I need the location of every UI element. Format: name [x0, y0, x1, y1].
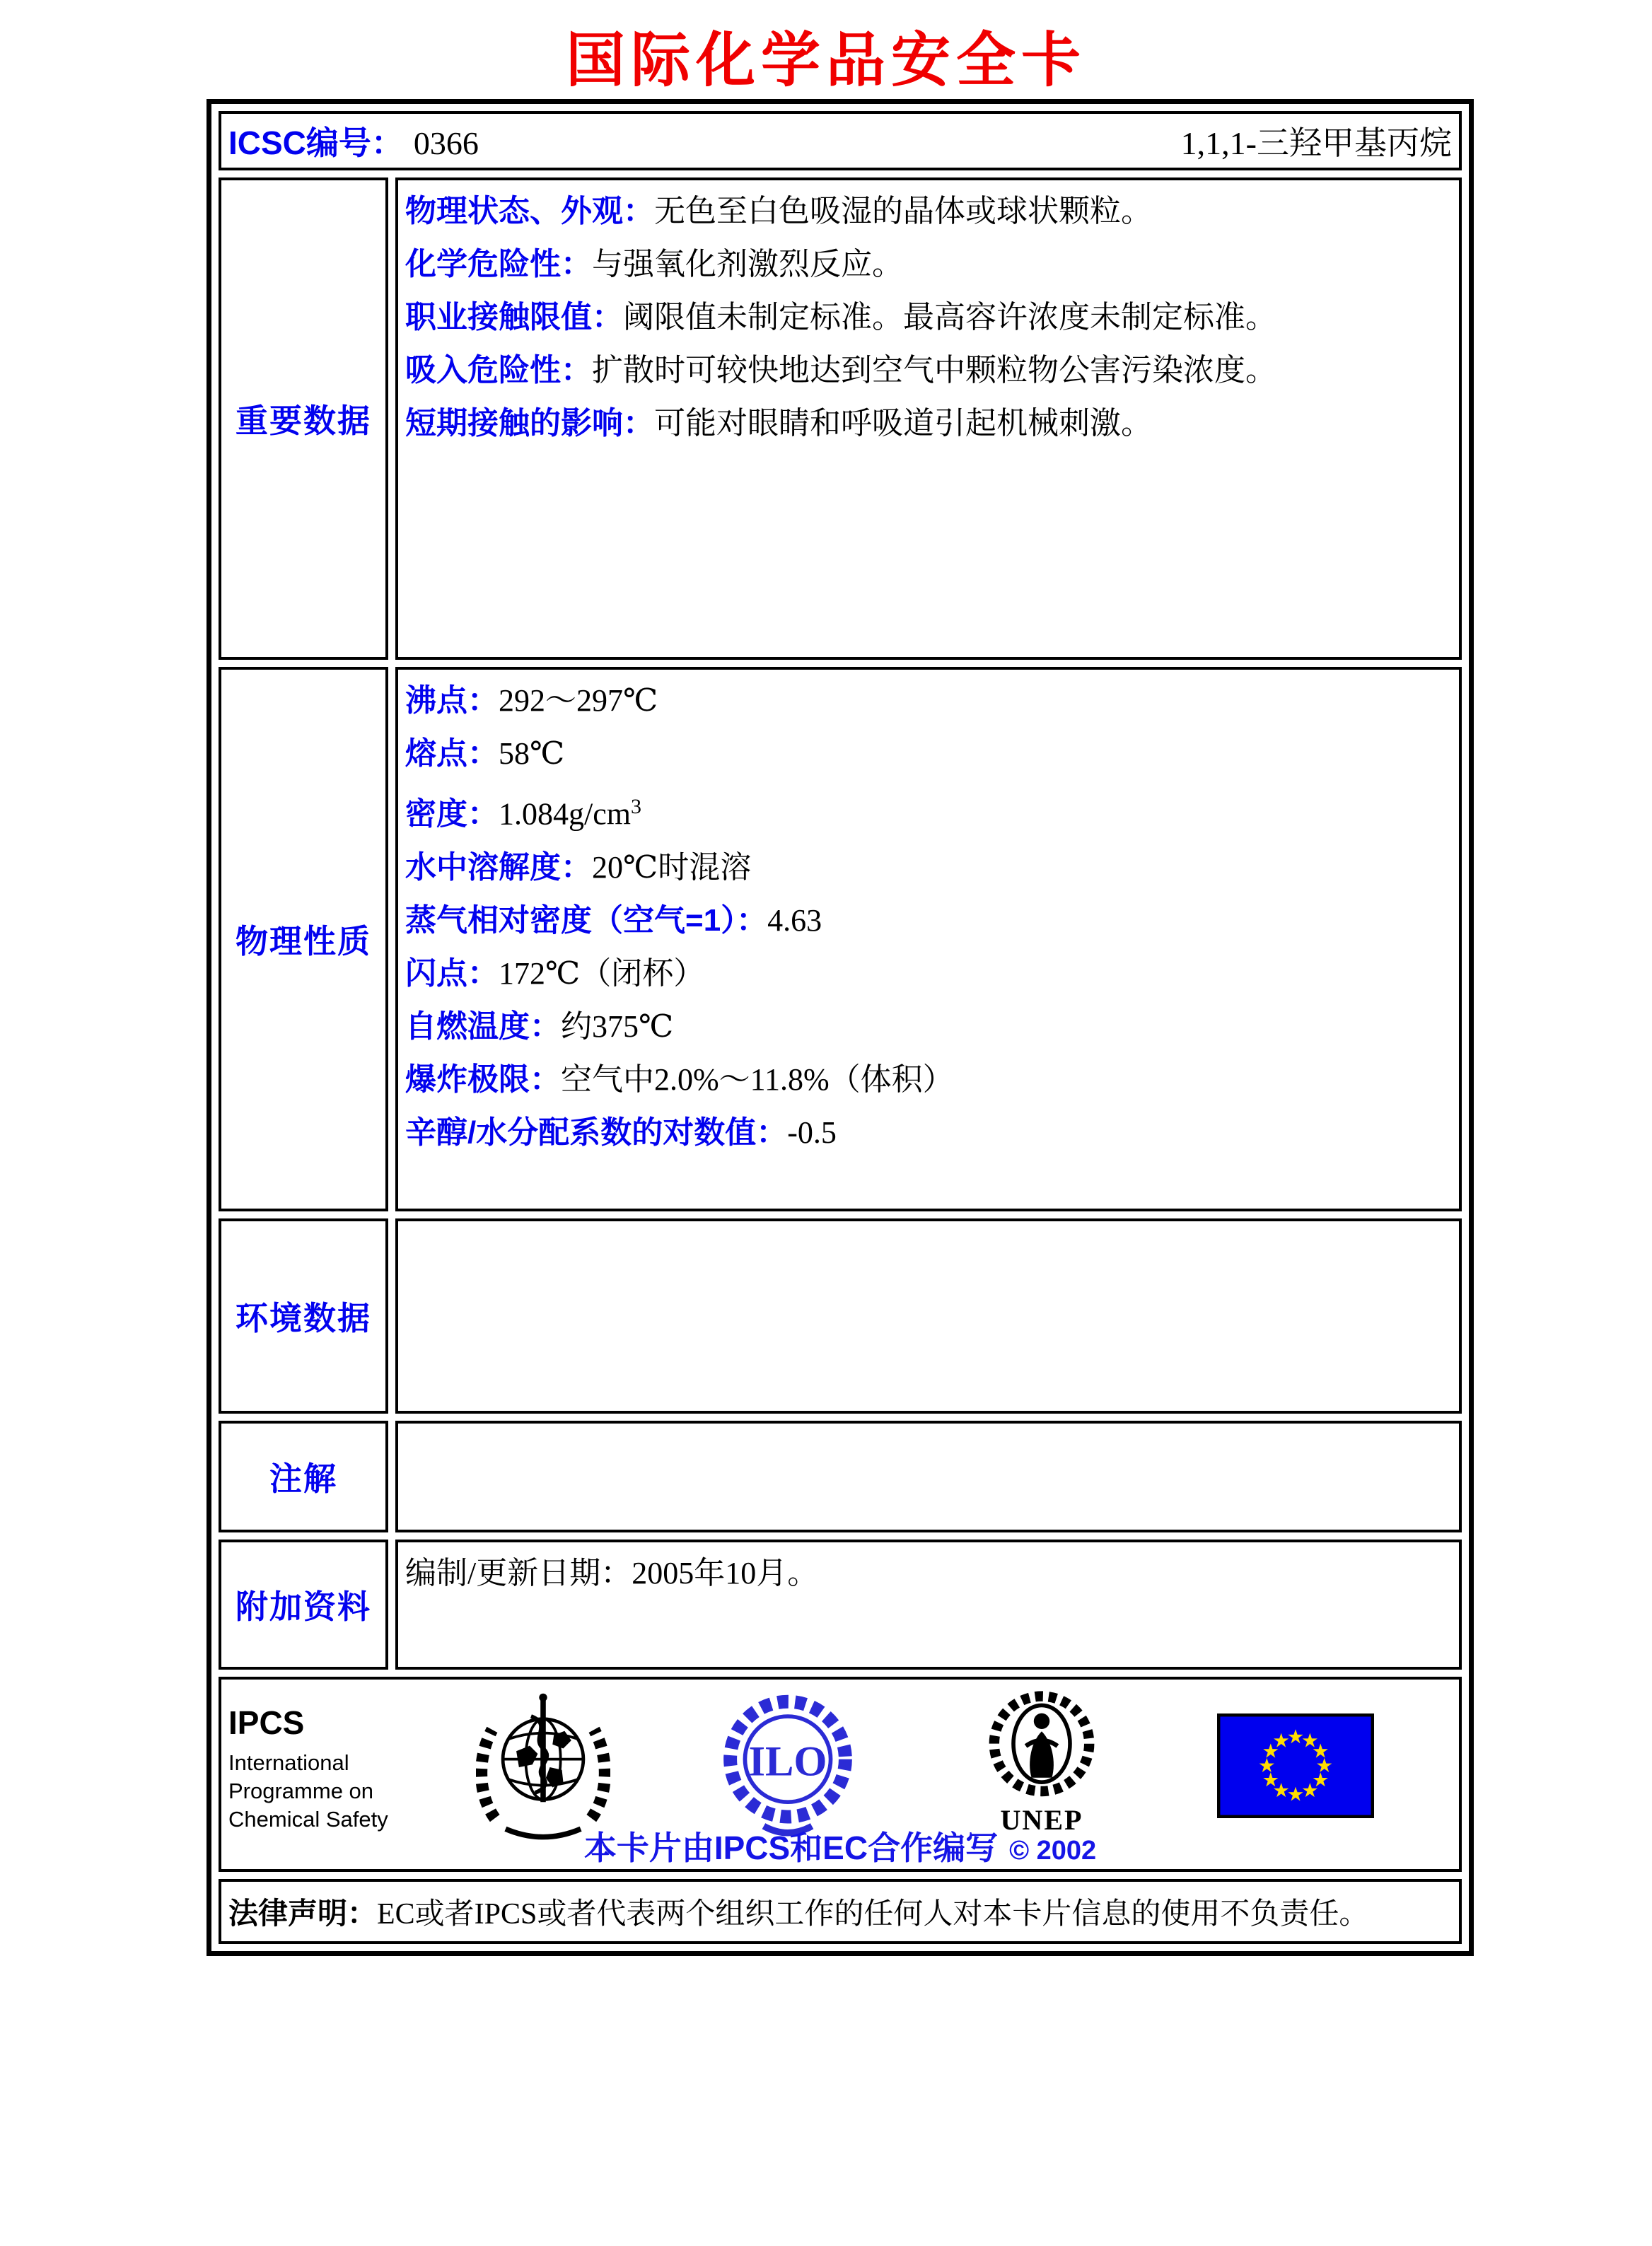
- property-label: 爆炸极限：: [405, 1061, 561, 1097]
- who-logo-icon: [476, 1689, 610, 1845]
- property-label: 水中溶解度：: [405, 849, 592, 885]
- page-title: 国际化学品安全卡: [565, 28, 1086, 94]
- logos-row: [219, 1677, 1462, 1872]
- property-value: -0.5: [787, 1115, 837, 1150]
- additional-info-row: [219, 1540, 1462, 1670]
- physical-properties-content: [395, 667, 1462, 1211]
- legal-label: 法律声明：: [228, 1897, 378, 1930]
- important-data-row: [219, 178, 1462, 660]
- environmental-data-section-label: 环境数据: [219, 1218, 388, 1414]
- notes-row: [219, 1421, 1462, 1532]
- icsc-number-value: 0366: [413, 125, 479, 161]
- update-date-value: 2005年10月。: [632, 1556, 819, 1590]
- notes-section-label: 注解: [219, 1421, 388, 1532]
- property-line: [405, 397, 1453, 450]
- ipcs-line: International: [228, 1750, 349, 1775]
- legal-text: EC或者IPCS或者代表两个组织工作的任何人对本卡片信息的使用不负责任。: [377, 1898, 1369, 1931]
- ipcs-line: Programme on: [228, 1779, 374, 1803]
- unep-logo-text: UNEP: [1000, 1804, 1083, 1836]
- property-line: [405, 1000, 1453, 1053]
- additional-info-content: [395, 1540, 1462, 1670]
- property-value: 扩散时可较快地达到空气中颗粒物公害污染浓度。: [592, 353, 1276, 388]
- property-label: 自燃温度：: [405, 1008, 561, 1044]
- property-label: 职业接触限值：: [405, 300, 623, 334]
- copyright-text: © 2002: [1009, 1836, 1097, 1866]
- property-label: 物理状态、外观：: [405, 194, 654, 228]
- additional-info-section-label: 附加资料: [219, 1540, 388, 1670]
- property-line: [405, 780, 1453, 841]
- physical-properties-row: [219, 667, 1462, 1211]
- property-line: [405, 841, 1453, 894]
- property-line: [405, 894, 1453, 947]
- unep-logo-icon: [985, 1689, 1098, 1803]
- update-date-label: 编制/更新日期：: [405, 1556, 632, 1590]
- notes-content: [395, 1421, 1462, 1532]
- property-value-superscript: 3: [630, 795, 641, 818]
- property-label: 辛醇/水分配系数的对数值：: [405, 1115, 788, 1150]
- property-value: 58℃: [499, 736, 565, 771]
- property-label: 密度：: [405, 796, 499, 832]
- icsc-card-table: [206, 99, 1474, 1956]
- cooperation-caption-text: 本卡片由IPCS和EC合作编写: [583, 1829, 999, 1866]
- property-label: 熔点：: [405, 736, 499, 771]
- unep-logo-block: [972, 1689, 1111, 1837]
- icsc-number-label: ICSC编号：: [228, 124, 404, 161]
- logos-cell: [219, 1677, 1462, 1872]
- property-label: 吸入危险性：: [405, 353, 592, 388]
- icsc-number-group: [228, 117, 479, 164]
- property-line: [405, 1106, 1453, 1159]
- property-value: 172℃（闭杯）: [499, 955, 705, 991]
- property-line: [405, 947, 1453, 1000]
- update-date-line: [405, 1547, 1453, 1600]
- property-value: 20℃时混溶: [592, 849, 752, 885]
- property-label: 闪点：: [405, 955, 499, 991]
- property-line: [405, 344, 1453, 397]
- property-value: 阈限值未制定标准。最高容许浓度未制定标准。: [623, 300, 1276, 334]
- environmental-data-row: [219, 1218, 1462, 1414]
- eu-flag-icon: [1217, 1713, 1374, 1818]
- property-line: [405, 238, 1453, 291]
- property-value: 空气中2.0%～11.8%（体积）: [561, 1061, 954, 1097]
- ipcs-acronym: IPCS: [228, 1704, 305, 1741]
- property-value: 292～297℃: [499, 683, 658, 718]
- physical-properties-section-label: 物理性质: [219, 667, 388, 1211]
- environmental-data-content: [395, 1218, 1462, 1414]
- property-line: [405, 185, 1453, 238]
- property-value: 与强氧化剂激烈反应。: [592, 247, 903, 281]
- property-line: [405, 291, 1453, 344]
- header-cell: [219, 111, 1462, 170]
- property-value: 约375℃: [561, 1008, 674, 1044]
- cooperation-caption: [221, 1822, 1459, 1869]
- property-label: 蒸气相对密度（空气=1）：: [405, 902, 768, 938]
- legal-cell: [219, 1879, 1462, 1944]
- property-line: [405, 727, 1453, 780]
- property-label: 沸点：: [405, 683, 499, 718]
- property-value: 4.63: [767, 902, 822, 938]
- property-value: 无色至白色吸湿的晶体或球状颗粒。: [654, 194, 1152, 228]
- property-value: 可能对眼睛和呼吸道引起机械刺激。: [654, 406, 1152, 441]
- ipcs-text-block: [228, 1704, 388, 1834]
- ilo-logo-text: ILO: [748, 1738, 827, 1786]
- property-line: [405, 674, 1453, 727]
- ilo-logo-icon: [721, 1692, 855, 1842]
- important-data-content: [395, 178, 1462, 660]
- ipcs-line: Chemical Safety: [228, 1807, 388, 1832]
- important-data-section-label: 重要数据: [219, 178, 388, 660]
- legal-row: [219, 1879, 1462, 1944]
- property-label: 短期接触的影响：: [405, 406, 654, 441]
- property-line: [405, 1053, 1453, 1106]
- chemical-name: 1,1,1-三羟甲基丙烷: [1180, 125, 1452, 161]
- property-label: 化学危险性：: [405, 247, 592, 281]
- property-value: 1.084g/cm: [499, 796, 631, 832]
- header-row: [219, 111, 1462, 170]
